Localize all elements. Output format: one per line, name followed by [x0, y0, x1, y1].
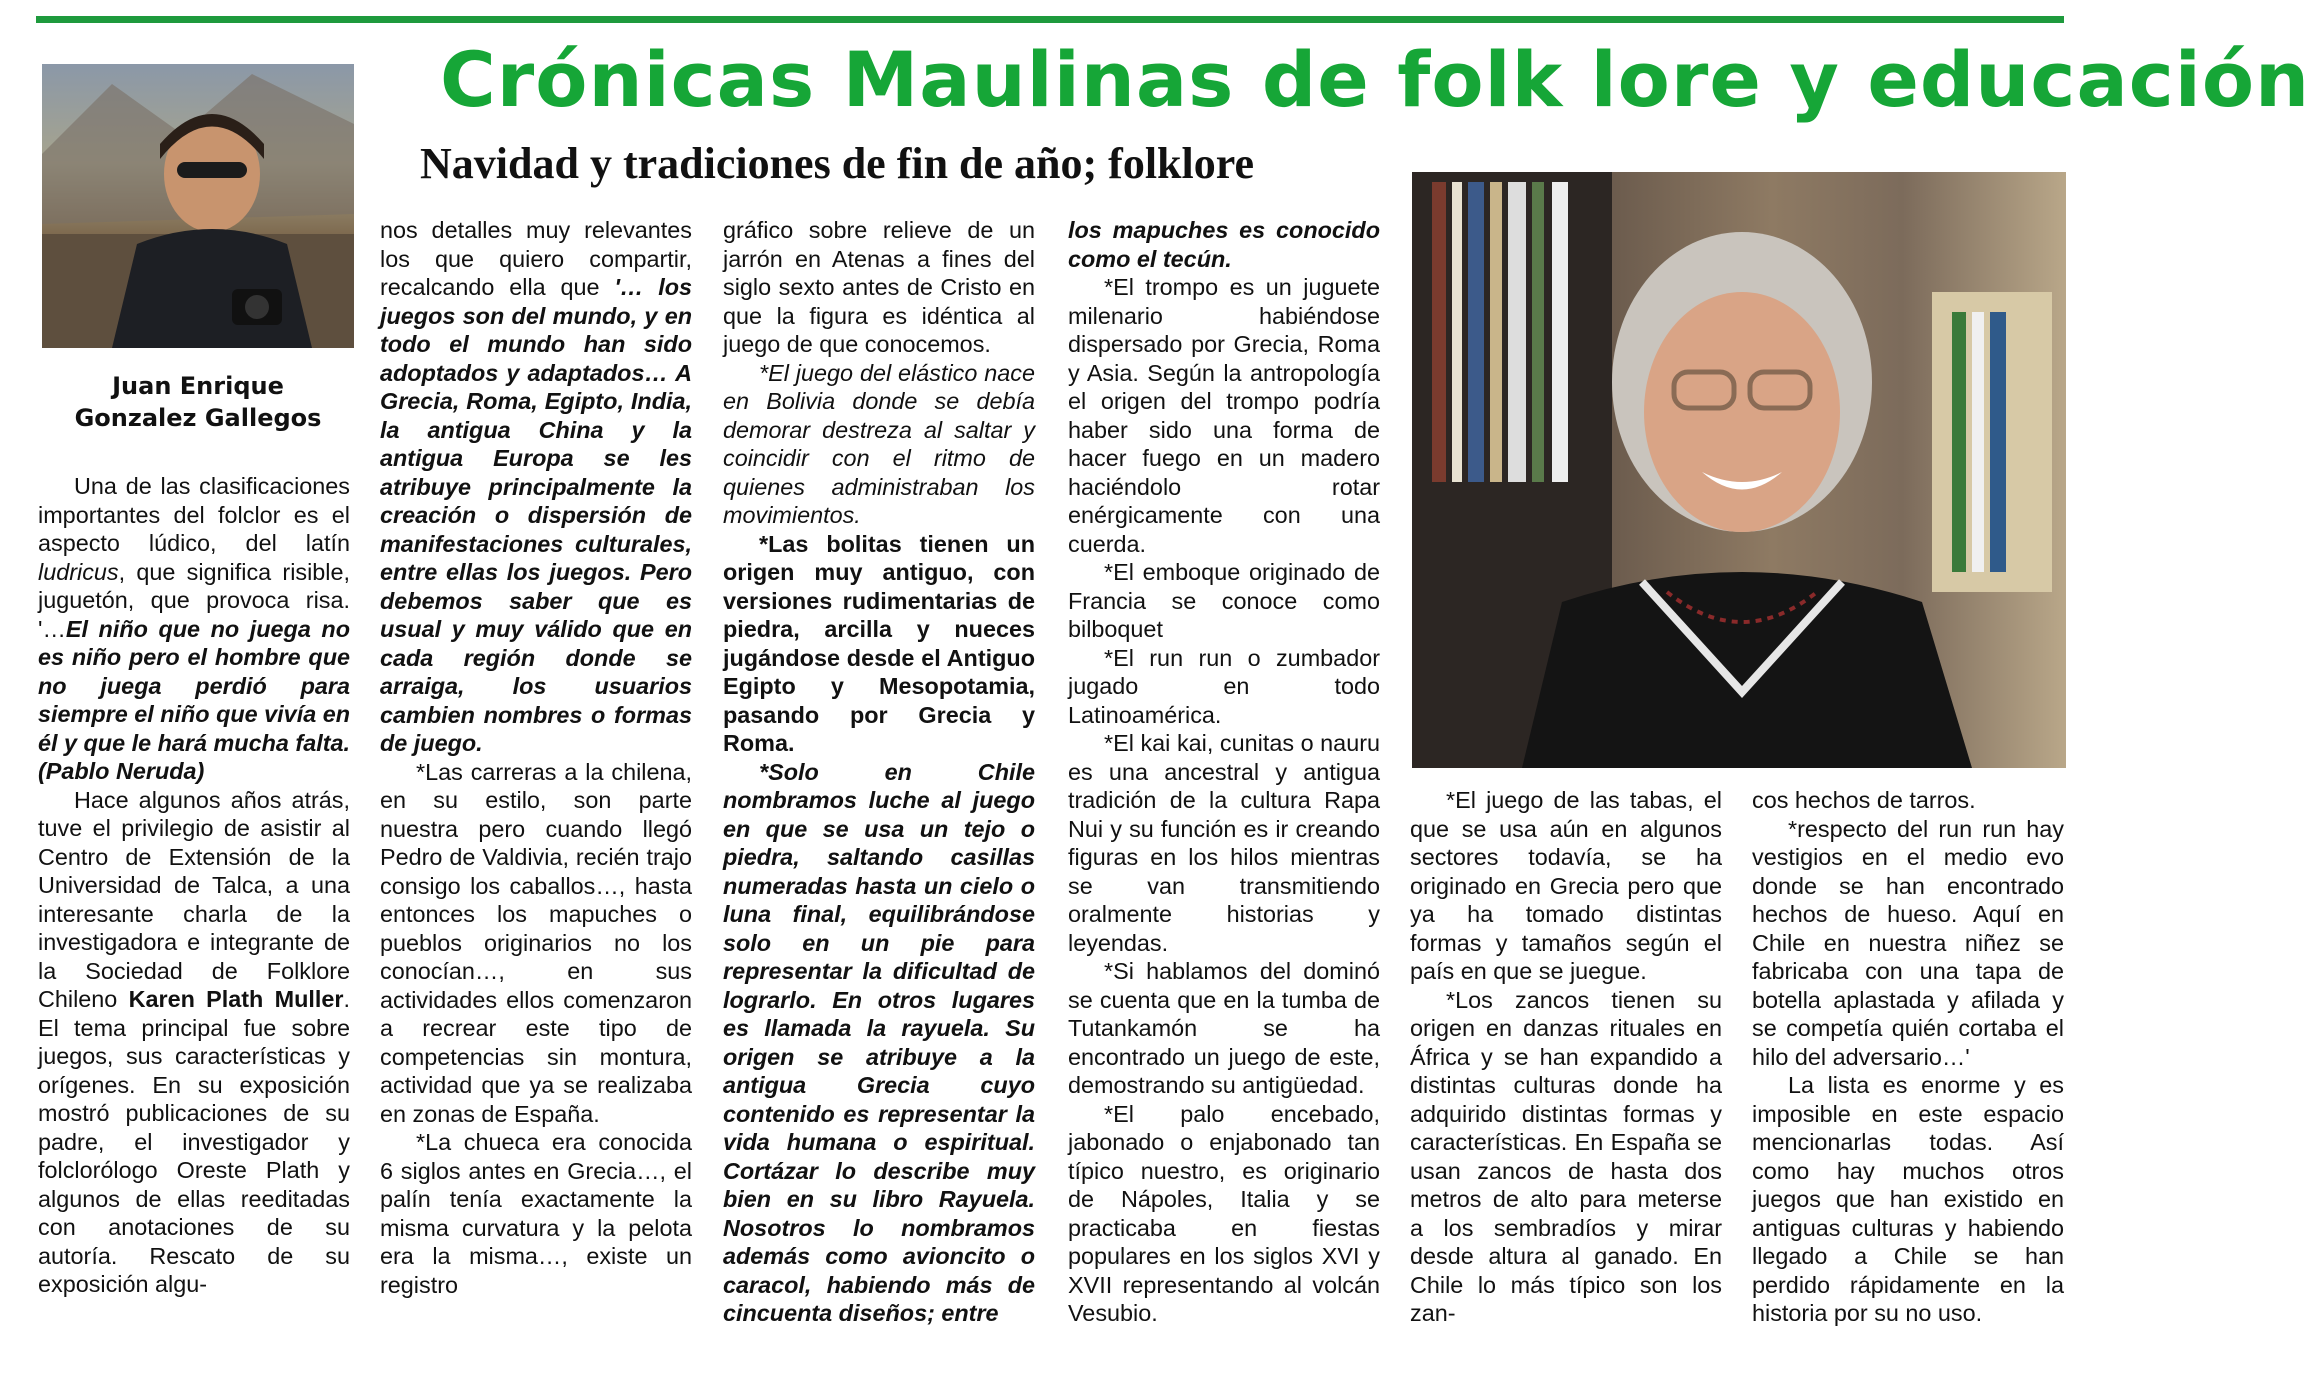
author-photo [42, 64, 354, 348]
paragraph: *Las bolitas tienen un origen muy antiguo, con versiones rudimentarias de piedra, arcilla y nueces jugándose desde el Antiguo Egipto y Mesopotamia, pasando por Grecia y Roma. [723, 530, 1035, 756]
paragraph: *El juego del elástico nace en Bolivia donde se debía demorar destreza al saltar y coincidir con el ritmo de quienes administraban los movimientos. [723, 359, 1035, 528]
article-column-5 [1410, 786, 1722, 1376]
main-photo [1412, 172, 2066, 768]
author-name-line2: Gonzalez Gallegos [74, 404, 322, 432]
author-byline [42, 370, 354, 434]
paragraph: *respecto del run run hay vestigios en el medio evo donde se han encontrado hechos de hueso. Aquí en Chile en nuestra niñez se fabricaba con una tapa de botella aplastada y afilada y se competía quién cortaba el hilo del adversario…' [1752, 815, 2064, 1070]
paragraph: los mapuches es conocido como el tecún. [1068, 217, 1380, 272]
paragraph: cos hechos de tarros. [1752, 787, 1976, 813]
article-column-4 [1068, 216, 1380, 1376]
article-column-1 [38, 472, 350, 1372]
paragraph: *Solo en Chile nombramos luche al juego en que se usa un tejo o piedra, saltando casillas numeradas hasta un cielo o luna final, equilibrándose solo en un pie para representar la dificultad de lograrlo. En otros lugares es llamada la rayuela. Su origen se atribuye a la antigua Grecia cuyo contenido es representar la vida humana o espiritual. Cortázar lo describe muy bien en su libro Rayuela. Nosotros lo nombramos además como avioncito o caracol, habiendo más de cincuenta diseños; entre [723, 758, 1035, 1326]
paragraph: *El palo encebado, jabonado o enjabonado tan típico nuestro, es originario de Nápoles, Italia y se practicaba en fiestas populares en los siglos XVI y XVII representando al volcán Vesubio. [1068, 1100, 1380, 1326]
article-column-2 [380, 216, 692, 1376]
top-rule [36, 16, 2064, 23]
paragraph: *El trompo es un juguete milenario habiéndose dispersado por Grecia, Roma y Asia. Según la antropología el origen del trompo podría haber sido una forma de hacer fuego en un madero haciéndolo rotar enérgicamente con una cuerda. [1068, 274, 1380, 557]
paragraph: *El run run o zumbador jugado en todo Latinoamérica. [1068, 644, 1380, 728]
article-column-6 [1752, 786, 2064, 1376]
paragraph: *El kai kai, cunitas o nauru es una ancestral y antigua tradición de la cultura Rapa Nui y su función es ir creando figuras en los hilos mientras se van transmitiendo oralmente historias y leyendas. [1068, 730, 1380, 956]
paragraph: *El emboque originado de Francia se conoce como bilboquet [1068, 559, 1380, 642]
article-column-3 [723, 216, 1035, 1376]
paragraph: gráfico sobre relieve de un jarrón en Atenas a fines del siglo sexto antes de Cristo en que la figura es idéntica al juego de que conocemos. [723, 217, 1035, 357]
neruda-quote: El niño que no juega no es niño pero el hombre que no juega perdió para siempre el niño que vivía en él y que le hará mucha falta. (Pablo Neruda) [38, 615, 350, 784]
paragraph: nos detalles muy relevantes los que quiero compartir, recalcando ella que '… los juegos son del mundo, y en todo el mundo han sido adoptados y adaptados… A Grecia, Roma, Egipto, India, la antigua China y la antigua Europa se les atribuye principalmente la creación o dispersión de manifestaciones culturales, entre ellas los juegos. Pero debemos saber que es usual y muy válido que en cada región donde se arraiga, los usuarios cambien nombres o formas de juego. [380, 217, 692, 756]
paragraph: La lista es enorme y es imposible en este espacio mencionarlas todas. Así como hay muchos otros juegos que han existido en antiguas culturas y habiendo llegado a Chile se han perdido rápidamente en la historia por su no uso. [1752, 1072, 2064, 1326]
section-title: Crónicas Maulinas de folk lore y educación [440, 35, 2310, 124]
paragraph: Una de las clasificaciones importantes del folclor es el aspecto lúdico, del latín ludricus, que significa risible, juguetón, que provoca risa. '…El niño que no juega no es niño pero el hombre que no juega perdió para siempre el niño que vivía en él y que le hará mucha falta. (Pablo Neruda) [38, 473, 350, 784]
author-name-line1: Juan Enrique [112, 372, 284, 400]
paragraph: *La chueca era conocida 6 siglos antes en Grecia…, el palín tenía exactamente la misma curvatura y la pelota era la misma…, existe un registro [380, 1129, 692, 1298]
paragraph: *Los zancos tienen su origen en danzas rituales en África y se han expandido a distintas culturas donde ha adquirido distintas formas y características. En España se usan zancos de hasta dos metros de alto para meterse a los sembradíos y mirar desde altura al ganado. En Chile lo más típico son los zan- [1410, 986, 1722, 1326]
paragraph: *Las carreras a la chilena, en su estilo, son parte nuestra pero cuando llegó Pedro de Valdivia, recién trajo consigo los caballos…, hasta entonces los mapuches o pueblos originarios no los conocían…, en sus actividades ellos comenzaron a recrear este tipo de competencias sin montura, actividad que ya se realizaba en zonas de España. [380, 758, 692, 1127]
paragraph: *Si hablamos del dominó se cuenta que en la tumba de Tutankamón se ha encontrado un juego de este, demostrando su antigüedad. [1068, 958, 1380, 1098]
paragraph: *El juego de las tabas, el que se usa aún en algunos sectores todavía, se ha originado en Grecia pero que ya ha tomado distintas formas y tamaños según el país en que se juegue. [1410, 787, 1722, 984]
article-headline: Navidad y tradiciones de fin de año; folklore [420, 139, 1255, 188]
researcher-name: Karen Plath Muller [128, 986, 344, 1012]
paragraph: Hace algunos años atrás, tuve el privilegio de asistir al Centro de Extensión de la Universidad de Talca, a una interesante charla de la investigadora e integrante de la Sociedad de Folklore Chileno Karen Plath Muller. El tema principal fue sobre juegos, sus características y orígenes. En su exposición mostró publicaciones de su padre, el investigador y folclorólogo Oreste Plath y algunos de ellas reeditadas con anotaciones de su autoría. Rescato de su exposición algu- [38, 786, 350, 1297]
